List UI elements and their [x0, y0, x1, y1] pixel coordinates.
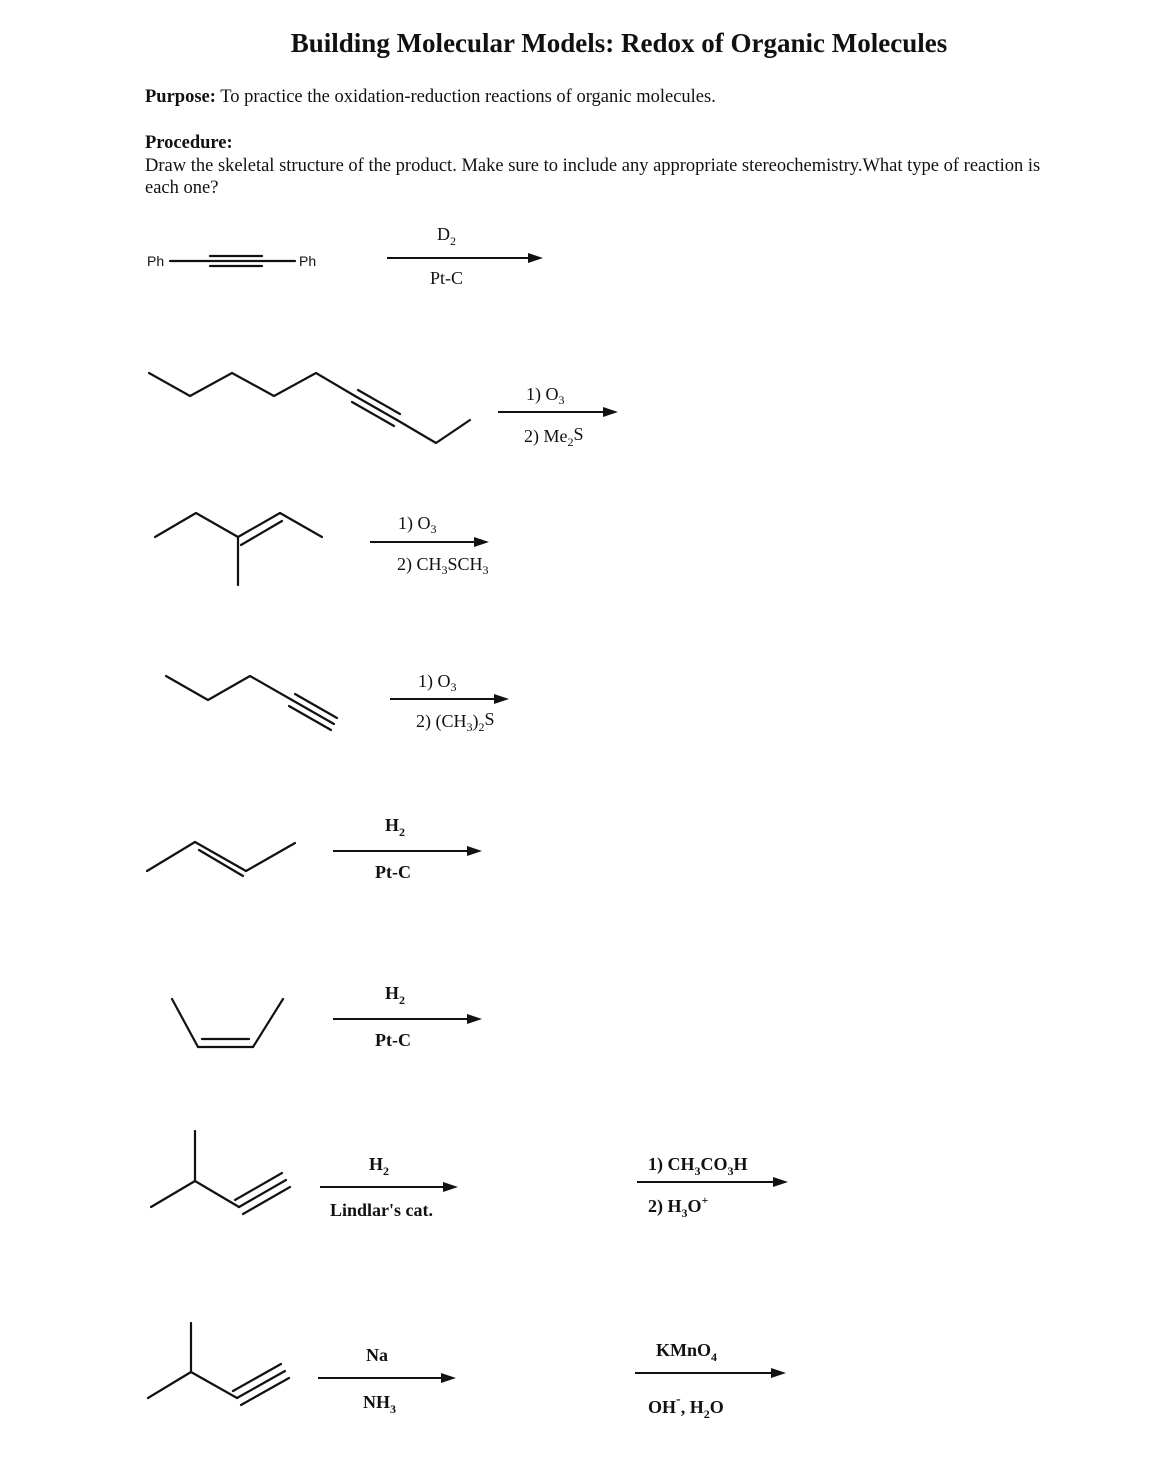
- reagent-below-2: OH-, $H_2O$: [648, 1392, 724, 1421]
- reaction-6: [172, 983, 482, 1050]
- reaction-arrow: [390, 694, 509, 704]
- reaction-2: [149, 373, 618, 449]
- reagent-above: $D_2$: [437, 224, 456, 248]
- reagent-below: Pt-C: [375, 1030, 411, 1050]
- substrate-trisubstituted-alkene: [155, 513, 322, 585]
- reaction-3: [155, 513, 489, 585]
- reagent-above: $H_2$: [385, 983, 406, 1007]
- reagent-above-1: $H_2$: [369, 1154, 390, 1178]
- reaction-5: [147, 815, 482, 882]
- phenyl-label-right: Ph: [299, 253, 317, 269]
- reagent-below: Pt-C: [430, 268, 464, 288]
- reagent-below-1: Lindlar's cat.: [330, 1200, 434, 1220]
- reaction-7: [151, 1131, 788, 1220]
- substrate-trans-alkene: [147, 842, 295, 876]
- reagent-below: 2) $Me_2S$: [524, 424, 584, 449]
- substrate-branched-alkyne: [148, 1323, 289, 1405]
- reaction-arrow-1: [320, 1182, 458, 1192]
- reagent-below-2: 2) $H_3O^+$: [648, 1193, 709, 1220]
- reaction-arrow-2: [637, 1177, 788, 1187]
- purpose-label: Purpose:: [145, 87, 216, 107]
- reagent-above: 1) $O_3$: [398, 513, 437, 536]
- procedure-text: Draw the skeletal structure of the product. Make sure to include any appropriate stereochemistry.What type of reaction is each one?: [145, 156, 1041, 198]
- reagent-below: Pt-C: [375, 862, 411, 882]
- reagent-above-2: 1) $CH_3CO_3H$: [648, 1154, 748, 1178]
- reagent-above: 1) $O_3$: [418, 671, 457, 694]
- reaction-arrow: [387, 253, 543, 263]
- reaction-arrow: [370, 537, 489, 547]
- substrate-branched-alkyne: [151, 1131, 290, 1214]
- reagent-below-1: $NH_3$: [363, 1392, 396, 1416]
- page-title: Building Molecular Models: Redox of Organic Molecules: [290, 28, 948, 58]
- substrate-diphenylacetylene: [170, 256, 295, 266]
- reaction-arrow: [498, 407, 618, 417]
- reaction-arrow-2: [635, 1368, 786, 1378]
- purpose-text: To practice the oxidation-reduction reactions of organic molecules.: [215, 87, 716, 107]
- reagent-above: 1) $O_3$: [526, 384, 565, 407]
- substrate-terminal-alkyne: [166, 676, 337, 730]
- procedure-heading: Procedure:: [145, 133, 233, 153]
- reagent-below: 2) $CH_3SCH_3$: [397, 554, 489, 577]
- reagent-above-2: KMnO$_4$: [656, 1340, 718, 1364]
- substrate-internal-alkyne: [149, 373, 470, 443]
- reagent-above-1: Na: [366, 1345, 388, 1365]
- substrate-cis-alkene: [172, 999, 283, 1047]
- reaction-arrow-1: [318, 1373, 456, 1383]
- reaction-arrow: [333, 1014, 482, 1024]
- reagent-above: $H_2$: [385, 815, 406, 839]
- phenyl-label-left: Ph: [147, 253, 165, 269]
- reaction-1: [147, 224, 543, 288]
- reagent-below: 2) $(CH_3)_2S$: [416, 709, 495, 734]
- reaction-8: [148, 1323, 786, 1421]
- reaction-arrow: [333, 846, 482, 856]
- reaction-4: [166, 671, 509, 734]
